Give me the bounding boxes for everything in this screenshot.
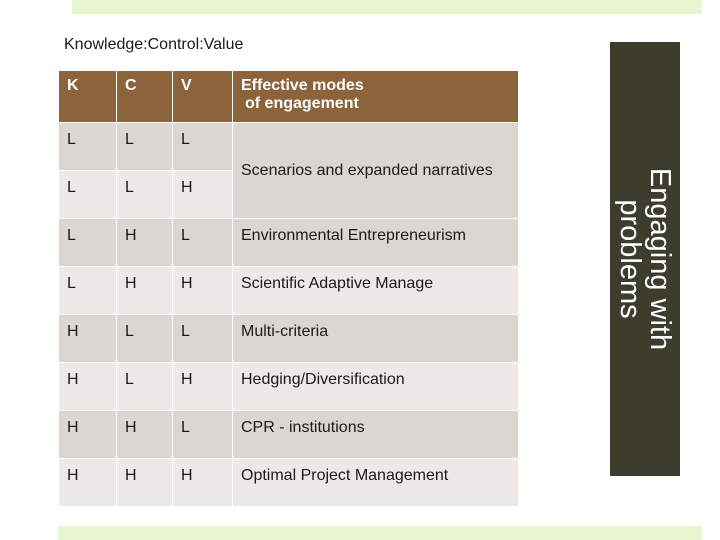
cell-v: H: [173, 267, 233, 315]
cell-k: L: [59, 219, 117, 267]
header-k: K: [59, 71, 117, 123]
cell-c: H: [117, 459, 173, 507]
cell-v: H: [173, 459, 233, 507]
cell-mode: Scenarios and expanded narratives: [233, 123, 519, 219]
table-row: [59, 219, 519, 267]
cell-mode: Scientific Adaptive Manage: [233, 267, 519, 315]
cell-k: L: [59, 171, 117, 219]
cell-c: L: [117, 171, 173, 219]
cell-k: H: [59, 315, 117, 363]
cell-mode: Hedging/Diversification: [233, 363, 519, 411]
table-row: [59, 123, 519, 171]
top-accent-bar: [72, 0, 702, 14]
cell-v: L: [173, 411, 233, 459]
cell-v: H: [173, 363, 233, 411]
cell-k: H: [59, 411, 117, 459]
cell-c: H: [117, 267, 173, 315]
cell-mode: CPR - institutions: [233, 411, 519, 459]
table-row: [59, 459, 519, 507]
cell-v: H: [173, 171, 233, 219]
cell-k: H: [59, 459, 117, 507]
cell-v: L: [173, 219, 233, 267]
table-row: [59, 363, 519, 411]
header-c: C: [117, 71, 173, 123]
cell-v: L: [173, 315, 233, 363]
table-header-row: [59, 71, 519, 123]
cell-c: L: [117, 315, 173, 363]
cell-mode: Environmental Entrepreneurism: [233, 219, 519, 267]
cell-mode: Multi-criteria: [233, 315, 519, 363]
cell-c: H: [117, 411, 173, 459]
cell-mode: Optimal Project Management: [233, 459, 519, 507]
table-row: [59, 315, 519, 363]
header-v: V: [173, 71, 233, 123]
cell-c: L: [117, 123, 173, 171]
slide-subtitle: Knowledge:Control:Value: [64, 36, 244, 53]
side-title-panel: [610, 42, 680, 476]
cell-v: L: [173, 123, 233, 171]
cell-c: L: [117, 363, 173, 411]
engagement-table: [58, 70, 519, 507]
slide-title: Engaging with problems: [614, 167, 676, 351]
cell-c: H: [117, 219, 173, 267]
table-row: [59, 267, 519, 315]
header-mode-line1: Effective modes: [241, 77, 364, 94]
cell-k: H: [59, 363, 117, 411]
header-mode-line2: of engagement: [245, 95, 359, 112]
bottom-accent-bar: [58, 526, 702, 540]
table-row: [59, 411, 519, 459]
header-mode: [233, 71, 519, 123]
cell-k: L: [59, 123, 117, 171]
cell-k: L: [59, 267, 117, 315]
